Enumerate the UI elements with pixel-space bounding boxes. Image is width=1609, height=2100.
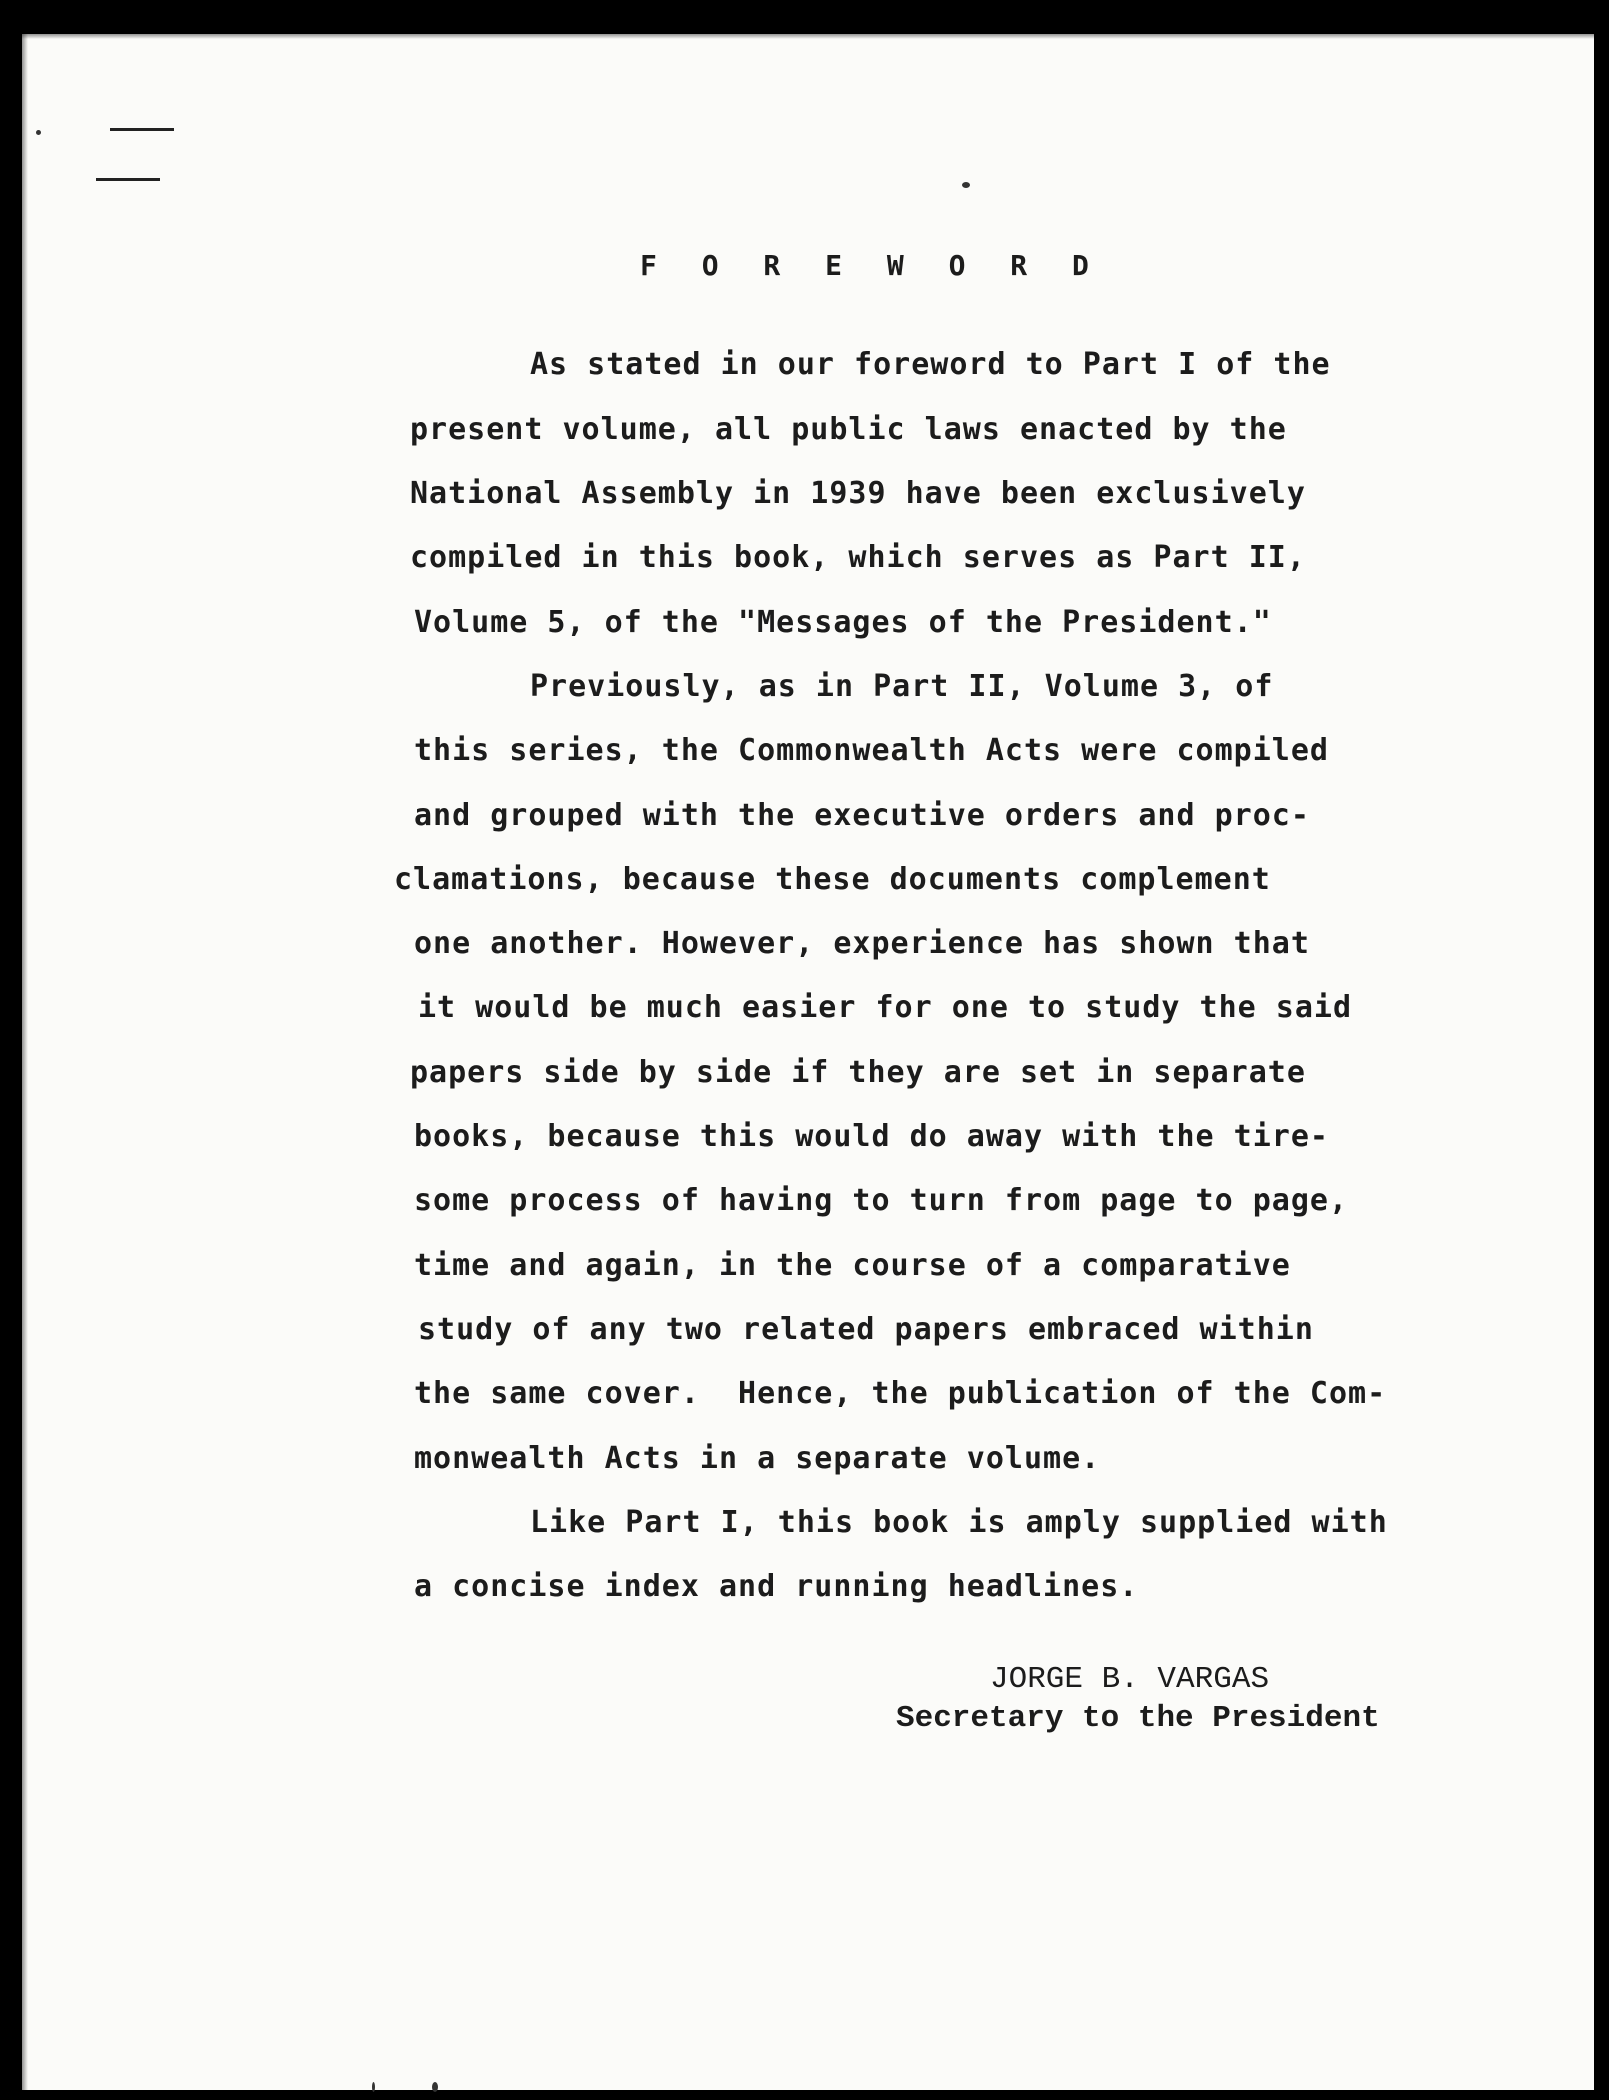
- scan-speck: [36, 130, 41, 135]
- scan-shadow-left: [22, 34, 28, 2090]
- text-line: the same cover. Hence, the publication of the Com-: [414, 1376, 1387, 1411]
- text-line: and grouped with the executive orders and proc-: [414, 798, 1310, 833]
- text-line: it would be much easier for one to study the said: [418, 990, 1353, 1025]
- margin-mark-lower: [96, 178, 160, 181]
- text-line: As stated in our foreword to Part I of the: [530, 347, 1331, 382]
- scan-speck: [432, 2082, 438, 2092]
- text-line: study of any two related papers embraced within: [418, 1312, 1314, 1347]
- text-line: books, because this would do away with the tire-: [414, 1119, 1329, 1154]
- text-line: monwealth Acts in a separate volume.: [414, 1441, 1101, 1476]
- scan-speck: [372, 2082, 375, 2092]
- text-line: clamations, because these documents complement: [394, 862, 1271, 897]
- text-line: Volume 5, of the "Messages of the President.": [414, 605, 1272, 640]
- signature-title: Secretary to the President: [896, 1701, 1380, 1736]
- text-line: some process of having to turn from page to page,: [414, 1183, 1349, 1218]
- text-line: this series, the Commonwealth Acts were compiled: [414, 733, 1329, 768]
- margin-mark-upper: [110, 128, 174, 131]
- text-line: papers side by side if they are set in separate: [410, 1055, 1306, 1090]
- text-line: compiled in this book, which serves as Part II,: [410, 540, 1306, 575]
- text-line: present volume, all public laws enacted by the: [410, 412, 1287, 447]
- text-line: Previously, as in Part II, Volume 3, of: [530, 669, 1274, 704]
- page-title: F O R E W O R D: [640, 249, 1103, 282]
- scan-shadow-top: [22, 34, 1594, 39]
- signature-name: JORGE B. VARGAS: [990, 1662, 1270, 1697]
- text-line: one another. However, experience has shown that: [414, 926, 1310, 961]
- text-line: Like Part I, this book is amply supplied with: [530, 1505, 1388, 1540]
- scan-speck: [962, 182, 970, 188]
- text-line: National Assembly in 1939 have been exclusively: [410, 476, 1306, 511]
- text-line: time and again, in the course of a comparative: [414, 1248, 1291, 1283]
- text-line: a concise index and running headlines.: [414, 1569, 1139, 1604]
